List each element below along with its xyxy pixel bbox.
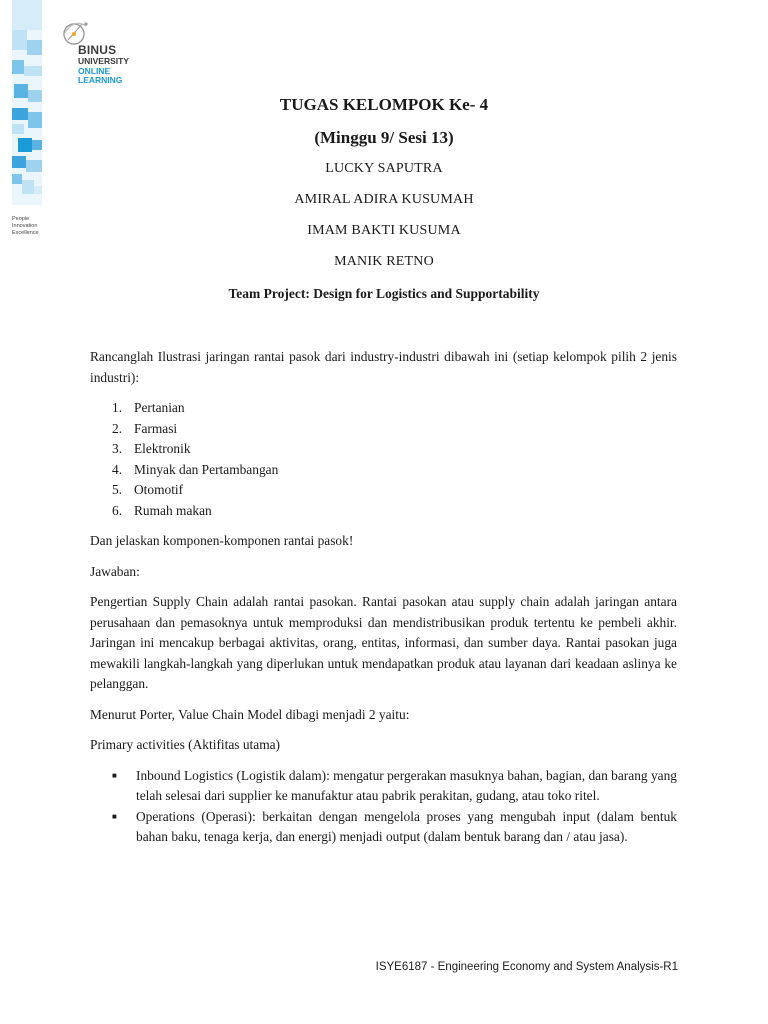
definition-paragraph: Pengertian Supply Chain adalah rantai pasokan. Rantai pasokan atau supply chain adalah jaringan antara perusahaan dan pemasoknya untuk memproduksi dan mendistribusikan produk tertentu ke pembeli akhir. Jaringan ini mencakup berbagai aktivitas, orang, entitas, informasi, dan sumber daya. Rantai pasokan juga mewakili langkah-langkah yang diperlukan untuk mendapatkan produk atau layanan dari keadaan aslinya ke pelanggan.	[90, 594, 677, 691]
list-item-label: Elektronik	[134, 441, 191, 456]
square-bullet-icon: ■	[112, 811, 117, 821]
list-item	[90, 766, 677, 807]
tagline-line: People	[12, 216, 30, 222]
list-item	[90, 807, 677, 848]
logo-brand: BINUS	[78, 43, 117, 57]
intro-paragraph: Rancanglah Ilustrasi jaringan rantai pasok dari industry-industri dibawah ini (setiap kelompok pilih 2 jenis industri):	[90, 349, 677, 385]
document-subtitle: (Minggu 9/ Sesi 13)	[314, 128, 454, 147]
square-bullet-icon: ■	[112, 770, 117, 780]
industry-list	[90, 398, 677, 521]
porter-paragraph: Menurut Porter, Value Chain Model dibagi menjadi 2 yaitu:	[90, 706, 410, 722]
list-number: 3.	[112, 441, 123, 456]
team-member: IMAM BAKTI KUSUMA	[307, 223, 461, 238]
list-item-label: Otomotif	[134, 482, 184, 497]
page-footer: ISYE6187 - Engineering Economy and System Analysis-R1	[375, 961, 678, 973]
list-number: 6.	[112, 502, 123, 518]
list-number: 4.	[112, 461, 123, 477]
activity-list	[90, 766, 677, 848]
list-number: 5.	[112, 482, 123, 497]
tagline-line: Excellence	[12, 230, 39, 236]
list-number: 1.	[112, 400, 123, 415]
list-item	[90, 460, 677, 481]
list-item-text: Inbound Logistics (Logistik dalam): mengatur pergerakan masuknya bahan, bagian, dan barang yang telah selesai dari supplier ke manufaktur atau pabrik perakitan, gudang, atau toko ritel.	[136, 767, 677, 803]
list-number: 2.	[112, 420, 123, 436]
team-member: AMIRAL ADIRA KUSUMAH	[294, 192, 474, 207]
list-item	[90, 419, 677, 440]
list-item	[90, 501, 677, 522]
logo-university: UNIVERSITY	[78, 56, 130, 66]
list-item-text: Operations (Operasi): berkaitan dengan mengelola proses yang mengubah input (dalam bentuk bahan baku, tenaga kerja, dan energi) menjadi output (dalam bentuk barang dan / atau jasa).	[136, 808, 677, 844]
primary-activities-heading: Primary activities (Aktifitas utama)	[90, 737, 281, 752]
list-item-label: Farmasi	[134, 420, 178, 436]
logo-online: ONLINE	[78, 65, 111, 76]
project-title: Team Project: Design for Logistics and Supportability	[228, 286, 540, 301]
answer-label: Jawaban:	[90, 563, 140, 579]
document-title: TUGAS KELOMPOK Ke- 4	[279, 95, 489, 114]
team-member: LUCKY SAPUTRA	[325, 161, 443, 176]
list-item-label: Pertanian	[134, 400, 185, 415]
list-item	[90, 398, 677, 419]
instruction-paragraph: Dan jelaskan komponen-komponen rantai pasok!	[90, 533, 354, 548]
binus-logo-wordmark	[78, 44, 129, 85]
list-item	[90, 439, 677, 460]
document-body	[90, 347, 677, 848]
list-item-label: Minyak dan Pertambangan	[134, 461, 279, 477]
tagline-line: Innovation	[12, 223, 38, 229]
list-item-label: Rumah makan	[134, 502, 212, 518]
logo-learning: LEARNING	[78, 75, 123, 85]
team-member: MANIK RETNO	[334, 254, 434, 269]
list-item	[90, 480, 677, 501]
